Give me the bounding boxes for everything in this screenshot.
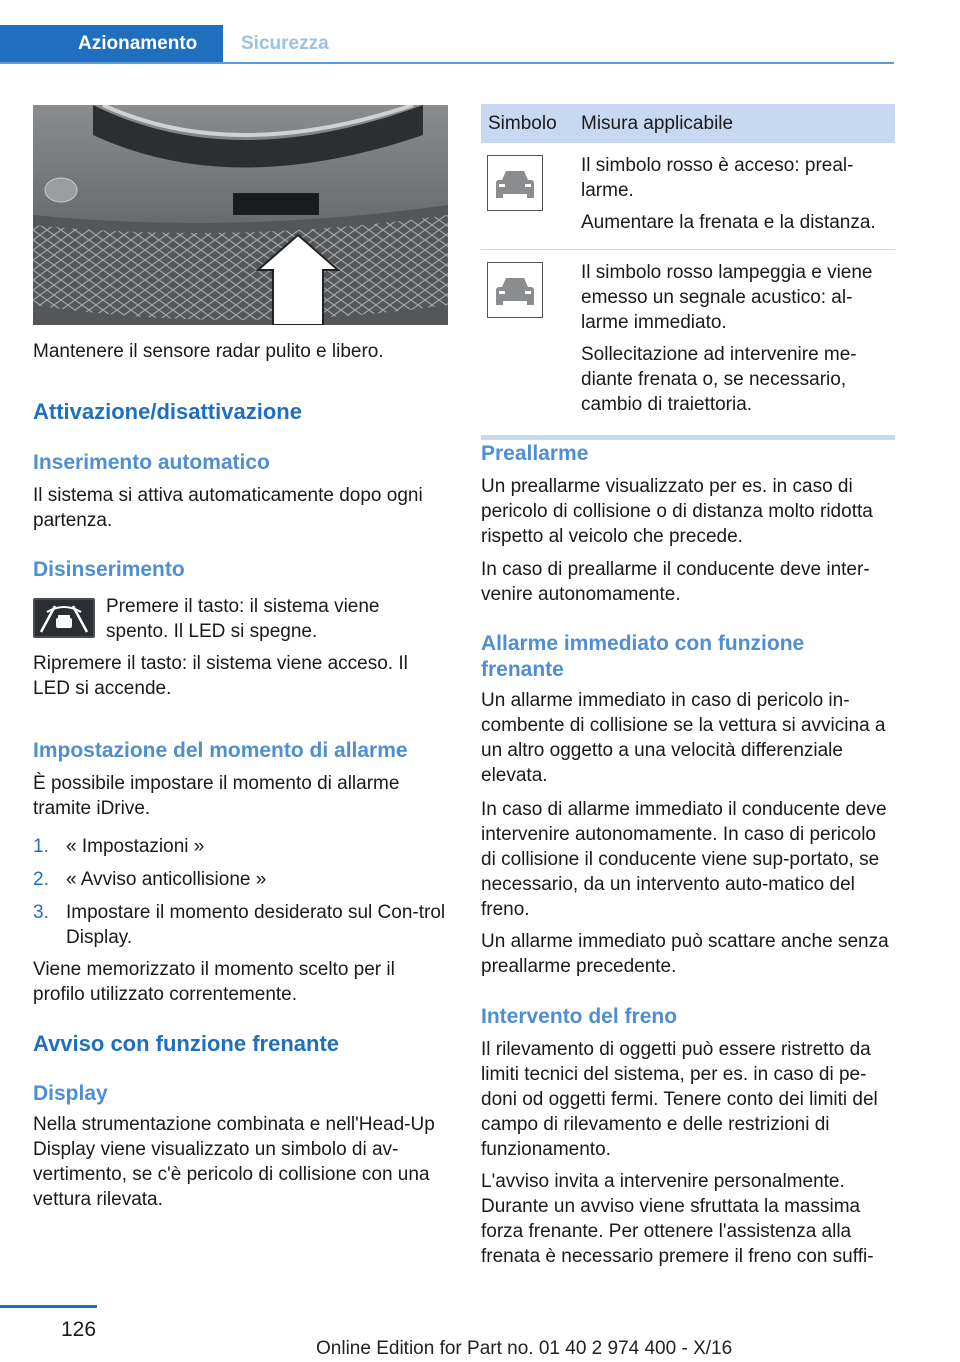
heading-avviso-frenante: Avviso con funzione frenante	[33, 1031, 340, 1056]
step-text: « Avviso anticollisione »	[66, 869, 267, 890]
car-warning-icon	[487, 262, 543, 318]
heading-inserimento-automatico: Inserimento automatico	[33, 451, 270, 474]
heading-disinserimento: Disinserimento	[33, 558, 185, 581]
car-warning-icon	[487, 155, 543, 211]
heading-attivazione: Attivazione/disattivazione	[33, 399, 302, 424]
heading-allarme-immediato: Allarme immediato con funzione frenante	[481, 632, 805, 681]
paragraph-immediate-2: In caso di allarme immediato il conducente deve intervenire autonomamente. In caso di pericolo di collisione il conducente viene sup‐portato, se necessario, da un intervento auto‐matico del freno.	[481, 799, 887, 920]
steps-list	[33, 834, 448, 954]
paragraph-immediate-1: Un allarme immediato in caso di pericolo in‐combente di collisione se la vettura si avvicina a un altro oggetto a una velocità differenziale elevata.	[481, 690, 886, 786]
step-number: 3.	[33, 902, 49, 923]
key-button-image	[33, 598, 95, 638]
paragraph-prealarm-1: Un preallarme visualizzato per es. in caso di pericolo di collisione o di distanza molto ridotta rispetto al veicolo che precede.	[481, 476, 873, 547]
tab-azionamento[interactable]: Azionamento	[0, 25, 223, 62]
paragraph-alarm-time: È possibile impostare il momento di allarme tramite iDrive.	[33, 773, 400, 819]
heading-intervento-freno: Intervento del freno	[481, 1005, 678, 1028]
measure-cell	[581, 250, 895, 438]
measure-line-2: Aumentare la frenata e la distanza.	[581, 212, 876, 233]
tab-sicurezza[interactable]: Sicurezza	[241, 33, 329, 54]
paragraph-brake-1: Il rilevamento di oggetti può essere ristretto da limiti tecnici del sistema, per es. in caso di pe‐doni od oggetti fermi. Tenere conto dei limiti del campo di rilevamento e delle restrizioni di funzionamento.	[481, 1039, 878, 1160]
step-number: 2.	[33, 869, 49, 890]
paragraph-auto: Il sistema si attiva automaticamente dopo ogni partenza.	[33, 485, 423, 531]
paragraph-display: Nella strumentazione combinata e nell'Head-Up Display viene visualizzato un simbolo di av‐vertimento, se c'è pericolo di collisione con una vettura rilevata.	[33, 1114, 435, 1210]
page-number: 126	[61, 1318, 97, 1341]
step-text: « Impostazioni »	[66, 836, 205, 857]
measure-line-1: Il simbolo rosso lampeggia e viene emesso un segnale acustico: al‐larme immediato.	[581, 262, 873, 333]
table-row	[481, 250, 895, 438]
symbol-table	[481, 104, 895, 440]
paragraph-saved: Viene memorizzato il momento scelto per il profilo utilizzato correntemente.	[33, 959, 395, 1005]
header-simbolo: Simbolo	[488, 112, 557, 134]
table-header	[481, 104, 895, 143]
step-text: Impostare il momento desiderato sul Con‐trol Display.	[66, 902, 446, 948]
paragraph-brake-2: L'avviso invita a intervenire personalmente. Durante un avviso viene sfruttata la massima forza frenante. Per ottenere l'assistenza alla frenata è necessario premere il freno con suffi‐	[481, 1171, 874, 1267]
header-misura: Misura applicabile	[581, 112, 734, 134]
symbol-cell	[481, 250, 581, 438]
heading-preallarme: Preallarme	[481, 442, 589, 465]
radar-sensor-photo	[33, 105, 448, 325]
heading-impostazione-momento: Impostazione del momento di allarme	[33, 739, 408, 762]
step-number: 1.	[33, 836, 49, 857]
heading-display: Display	[33, 1082, 108, 1105]
measure-line-1: Il simbolo rosso è acceso: preal‐larme.	[581, 155, 854, 201]
paragraph-prealarm-2: In caso di preallarme il conducente deve inter‐venire autonomamente.	[481, 559, 870, 605]
photo-caption: Mantenere il sensore radar pulito e libero.	[33, 341, 384, 362]
paragraph-disable-1b: spento. Il LED si spegne.	[106, 621, 318, 642]
measure-cell	[581, 143, 895, 250]
table-row	[481, 143, 895, 250]
footer-rule	[0, 1305, 97, 1308]
paragraph-immediate-3: Un allarme immediato può scattare anche senza preallarme precedente.	[481, 931, 889, 977]
measure-line-2: Sollecitazione ad intervenire me‐diante frenata o, se necessario, cambio di traiettoria.	[581, 344, 857, 415]
paragraph-disable-1a: Premere il tasto: il sistema viene	[106, 596, 380, 617]
symbol-cell	[481, 143, 581, 250]
header-tabs	[0, 25, 894, 64]
edition-note: Online Edition for Part no. 01 40 2 974 400 - X/16	[316, 1338, 733, 1359]
paragraph-disable-2: Ripremere il tasto: il sistema viene acceso. Il LED si accende.	[33, 653, 408, 699]
